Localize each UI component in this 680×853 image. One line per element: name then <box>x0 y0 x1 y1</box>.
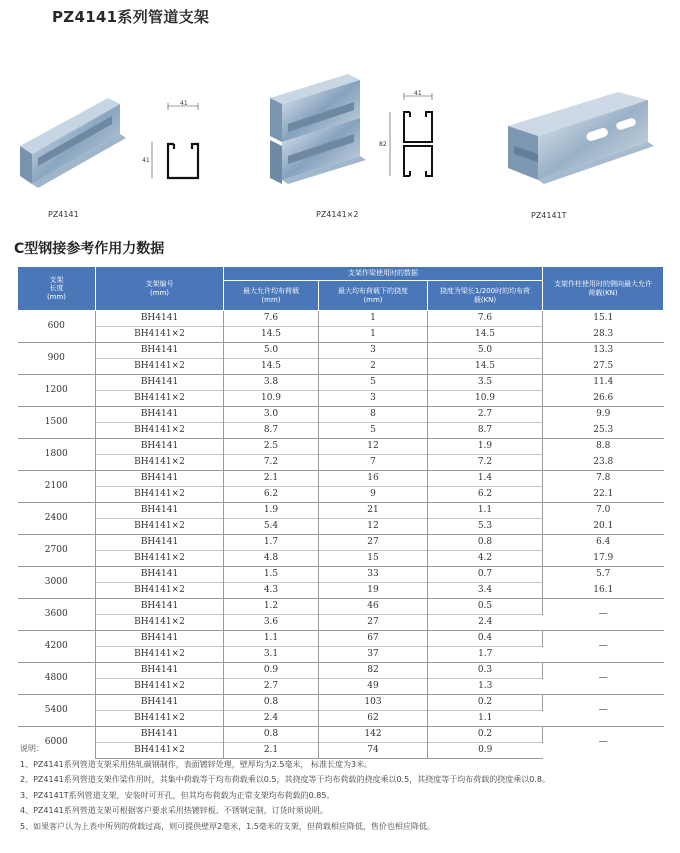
cell-length: 900 <box>18 343 96 375</box>
cell-uniform-load: 14.5 <box>428 359 543 375</box>
cell-deflection: 33 <box>319 567 428 583</box>
header-length: 支架 长度 (mm) <box>18 267 96 311</box>
note-item: 5、如果客户认为上表中所列的荷载过高，则可提供壁厚2毫米，1.5毫米的支架，但荷载相应降低，售价也相应降低。 <box>20 821 435 831</box>
cell-lateral: — <box>543 695 664 727</box>
cell-deflection: 82 <box>319 663 428 679</box>
cell-deflection: 27 <box>319 535 428 551</box>
cell-deflection: 46 <box>319 599 428 615</box>
cell-deflection: 16 <box>319 471 428 487</box>
cell-length: 3600 <box>18 599 96 631</box>
cell-deflection: 2 <box>319 359 428 375</box>
table-row <box>18 455 664 471</box>
cell-max-load: 4.3 <box>224 583 319 599</box>
cell-deflection: 67 <box>319 631 428 647</box>
cell-lateral: 17.9 <box>593 552 614 563</box>
header-deflection: 最大均布荷载下的挠度 (mm) <box>319 281 428 311</box>
cell-max-load: 6.2 <box>224 487 319 503</box>
header-code: 支架编号 (mm) <box>96 267 224 311</box>
load-data-table <box>17 266 664 759</box>
cell-length: 3000 <box>18 567 96 599</box>
cell-uniform-load: 0.9 <box>428 743 543 759</box>
cell-uniform-load: 0.2 <box>428 695 543 711</box>
table-row <box>18 519 664 535</box>
cell-lateral: 9.9 <box>543 407 664 423</box>
cell-max-load: 10.9 <box>224 391 319 407</box>
cell-lateral: 20.1 <box>593 520 614 531</box>
cell-code: BH4141×2 <box>96 743 224 759</box>
cell-deflection: 5 <box>319 423 428 439</box>
cell-length: 1500 <box>18 407 96 439</box>
note-item: 3、PZ4141T系列管道支架，安装时可开孔，但其均布荷载为正常支架均布荷载的0.85。 <box>20 790 335 800</box>
cell-deflection: 1 <box>319 311 428 327</box>
cell-code: BH4141×2 <box>96 391 224 407</box>
note-item: 4、PZ4141系列管道支架可根据客户要求采用热镀锌板、不锈钢定制，订货时须说明。 <box>20 806 328 815</box>
cell-code: BH4141×2 <box>96 519 224 535</box>
note-item: 1、PZ4141系列管道支架采用热轧碳钢制作，表面镀锌处理，壁厚均为2.5毫米， 标准长度为3米。 <box>20 759 373 769</box>
section-title: C型钢接参考作用力数据 <box>14 241 165 257</box>
cell-code: BH4141×2 <box>96 615 224 631</box>
cell-code: BH4141×2 <box>96 679 224 695</box>
cell-lateral: 7.8 <box>543 471 664 487</box>
cell-uniform-load: 0.3 <box>428 663 543 679</box>
cell-max-load: 2.1 <box>224 471 319 487</box>
cell-deflection: 5 <box>319 375 428 391</box>
table-row <box>18 439 664 455</box>
cell-deflection: 142 <box>319 727 428 743</box>
cell-code: BH4141×2 <box>96 359 224 375</box>
pz4141t-channel-image <box>498 86 658 201</box>
cell-max-load: 14.5 <box>224 359 319 375</box>
table-row <box>18 343 664 359</box>
cell-code: BH4141×2 <box>96 327 224 343</box>
pz4141-height-label: 41 <box>142 157 150 164</box>
cell-code: BH4141×2 <box>96 711 224 727</box>
cell-code: BH4141×2 <box>96 583 224 599</box>
table-row <box>18 567 664 583</box>
table-row <box>18 391 664 407</box>
cell-max-load: 0.9 <box>224 663 319 679</box>
cell-lateral: 5.7 <box>543 567 664 583</box>
cell-deflection: 9 <box>319 487 428 503</box>
cell-lateral: — <box>543 727 664 759</box>
cell-lateral: 13.3 <box>543 343 664 359</box>
cell-max-load: 3.6 <box>224 615 319 631</box>
cell-uniform-load: 2.4 <box>428 615 543 631</box>
cell-lateral: 23.8 <box>593 456 614 467</box>
cell-uniform-load: 1.3 <box>428 679 543 695</box>
table-row <box>18 327 664 343</box>
cell-lateral: 8.8 <box>543 439 664 455</box>
cell-uniform-load: 2.7 <box>428 407 543 423</box>
cell-uniform-load: 6.2 <box>428 487 543 503</box>
cell-max-load: 3.0 <box>224 407 319 423</box>
cell-max-load: 3.1 <box>224 647 319 663</box>
cell-lateral: 25.3 <box>593 424 614 435</box>
cell-length: 5400 <box>18 695 96 727</box>
header-uniform-load: 挠度为梁长1/200时的均布荷 载(KN) <box>428 281 543 311</box>
table-row <box>18 583 664 599</box>
page-title: PZ4141系列管道支架 <box>52 8 210 26</box>
cell-deflection: 49 <box>319 679 428 695</box>
cell-deflection: 37 <box>319 647 428 663</box>
cell-lateral: 6.4 <box>543 535 664 551</box>
cell-code: BH4141×2 <box>96 487 224 503</box>
cell-deflection: 12 <box>319 439 428 455</box>
cell-max-load: 2.4 <box>224 711 319 727</box>
product-figures <box>0 70 680 230</box>
cell-max-load: 5.0 <box>224 343 319 359</box>
cell-lateral: 16.1 <box>593 584 614 595</box>
cell-length: 2400 <box>18 503 96 535</box>
table-row <box>18 695 664 711</box>
cell-uniform-load: 5.0 <box>428 343 543 359</box>
cell-deflection: 27 <box>319 615 428 631</box>
cell-lateral: 26.6 <box>593 392 614 403</box>
cell-code: BH4141 <box>96 599 224 615</box>
cell-code: BH4141 <box>96 503 224 519</box>
cell-code: BH4141 <box>96 631 224 647</box>
table-row <box>18 551 664 567</box>
pz4141x2-width-label: 41 <box>414 90 422 97</box>
cell-deflection: 19 <box>319 583 428 599</box>
cell-length: 6000 <box>18 727 96 759</box>
cell-deflection: 21 <box>319 503 428 519</box>
cell-lateral: 7.0 <box>543 503 664 519</box>
figure-caption: PZ4141 <box>48 210 79 219</box>
cell-max-load: 14.5 <box>224 327 319 343</box>
cell-code: BH4141 <box>96 343 224 359</box>
cell-max-load: 0.8 <box>224 727 319 743</box>
cell-uniform-load: 7.2 <box>428 455 543 471</box>
cell-length: 2100 <box>18 471 96 503</box>
table-row <box>18 599 664 615</box>
table-row <box>18 375 664 391</box>
cell-max-load: 8.7 <box>224 423 319 439</box>
cell-length: 1800 <box>18 439 96 471</box>
cell-deflection: 74 <box>319 743 428 759</box>
cell-uniform-load: 0.7 <box>428 567 543 583</box>
cell-uniform-load: 1.1 <box>428 503 543 519</box>
cell-deflection: 103 <box>319 695 428 711</box>
header-lateral: 支架作柱使用时的侧向最大允许 荷载(KN) <box>543 267 664 311</box>
cell-length: 600 <box>18 311 96 343</box>
cell-code: BH4141 <box>96 727 224 743</box>
cell-uniform-load: 14.5 <box>428 327 543 343</box>
notes-heading: 说明： <box>20 744 44 753</box>
cell-lateral: — <box>543 631 664 663</box>
table-row <box>18 359 664 375</box>
notes <box>20 741 550 834</box>
cell-uniform-load: 3.4 <box>428 583 543 599</box>
pz4141-channel-image <box>8 88 138 198</box>
cell-lateral: 27.5 <box>593 360 614 371</box>
table-row <box>18 471 664 487</box>
cell-uniform-load: 8.7 <box>428 423 543 439</box>
cell-deflection: 3 <box>319 343 428 359</box>
table-row <box>18 407 664 423</box>
cell-uniform-load: 7.6 <box>428 311 543 327</box>
cell-code: BH4141 <box>96 567 224 583</box>
cell-deflection: 7 <box>319 455 428 471</box>
cell-max-load: 2.7 <box>224 679 319 695</box>
note-item: 2、PZ4141系列管道支架作梁作用时，其集中荷载等于均布荷载乘以0.5，其挠度等于均布荷载的挠度乘以0.5，其挠度等于均布荷载的挠度乘以0.8。 <box>20 775 550 784</box>
cell-code: BH4141 <box>96 471 224 487</box>
cell-uniform-load: 0.4 <box>428 631 543 647</box>
cell-code: BH4141 <box>96 439 224 455</box>
cell-code: BH4141 <box>96 535 224 551</box>
cell-uniform-load: 1.7 <box>428 647 543 663</box>
header-max-load: 最大允许均布荷载 (mm) <box>224 281 319 311</box>
cell-uniform-load: 1.1 <box>428 711 543 727</box>
cell-uniform-load: 0.5 <box>428 599 543 615</box>
cell-max-load: 2.1 <box>224 743 319 759</box>
cell-deflection: 15 <box>319 551 428 567</box>
cell-length: 4200 <box>18 631 96 663</box>
table-row <box>18 631 664 647</box>
table-row <box>18 663 664 679</box>
cell-code: BH4141 <box>96 311 224 327</box>
figure-caption: PZ4141×2 <box>316 210 359 219</box>
cell-max-load: 0.8 <box>224 695 319 711</box>
cell-max-load: 1.9 <box>224 503 319 519</box>
cell-code: BH4141 <box>96 695 224 711</box>
table-row <box>18 503 664 519</box>
figure-caption: PZ4141T <box>531 211 567 220</box>
cell-max-load: 1.7 <box>224 535 319 551</box>
cell-deflection: 3 <box>319 391 428 407</box>
table-row <box>18 487 664 503</box>
cell-length: 2700 <box>18 535 96 567</box>
cell-max-load: 7.6 <box>224 311 319 327</box>
cell-code: BH4141×2 <box>96 647 224 663</box>
pz4141x2-channel-image <box>262 70 382 200</box>
cell-code: BH4141×2 <box>96 423 224 439</box>
cell-uniform-load: 4.2 <box>428 551 543 567</box>
cell-uniform-load: 10.9 <box>428 391 543 407</box>
pz4141-section-drawing <box>140 100 215 190</box>
table-row <box>18 423 664 439</box>
cell-max-load: 4.8 <box>224 551 319 567</box>
pz4141-width-label: 41 <box>180 100 188 107</box>
cell-code: BH4141×2 <box>96 551 224 567</box>
pz4141x2-height-label: 82 <box>379 141 387 148</box>
cell-code: BH4141 <box>96 375 224 391</box>
header-beam-group: 支架作梁使用时的数据 <box>224 267 543 281</box>
pz4141x2-section-drawing <box>378 90 448 190</box>
cell-uniform-load: 0.2 <box>428 727 543 743</box>
cell-uniform-load: 3.5 <box>428 375 543 391</box>
table-row <box>18 311 664 327</box>
cell-max-load: 3.8 <box>224 375 319 391</box>
cell-length: 1200 <box>18 375 96 407</box>
cell-max-load: 1.5 <box>224 567 319 583</box>
table-row <box>18 535 664 551</box>
cell-code: BH4141×2 <box>96 455 224 471</box>
cell-uniform-load: 5.3 <box>428 519 543 535</box>
cell-lateral: 11.4 <box>543 375 664 391</box>
cell-uniform-load: 1.4 <box>428 471 543 487</box>
cell-lateral: 15.1 <box>543 311 664 327</box>
cell-max-load: 1.1 <box>224 631 319 647</box>
cell-lateral: 22.1 <box>593 488 614 499</box>
cell-length: 4800 <box>18 663 96 695</box>
cell-max-load: 7.2 <box>224 455 319 471</box>
cell-uniform-load: 0.8 <box>428 535 543 551</box>
cell-max-load: 5.4 <box>224 519 319 535</box>
cell-deflection: 62 <box>319 711 428 727</box>
cell-code: BH4141 <box>96 663 224 679</box>
cell-uniform-load: 1.9 <box>428 439 543 455</box>
cell-deflection: 12 <box>319 519 428 535</box>
cell-lateral: 28.3 <box>593 328 614 339</box>
cell-code: BH4141 <box>96 407 224 423</box>
cell-lateral: — <box>543 599 664 631</box>
cell-lateral: — <box>543 663 664 695</box>
cell-deflection: 8 <box>319 407 428 423</box>
cell-deflection: 1 <box>319 327 428 343</box>
cell-max-load: 2.5 <box>224 439 319 455</box>
table-body <box>18 311 664 759</box>
cell-max-load: 1.2 <box>224 599 319 615</box>
